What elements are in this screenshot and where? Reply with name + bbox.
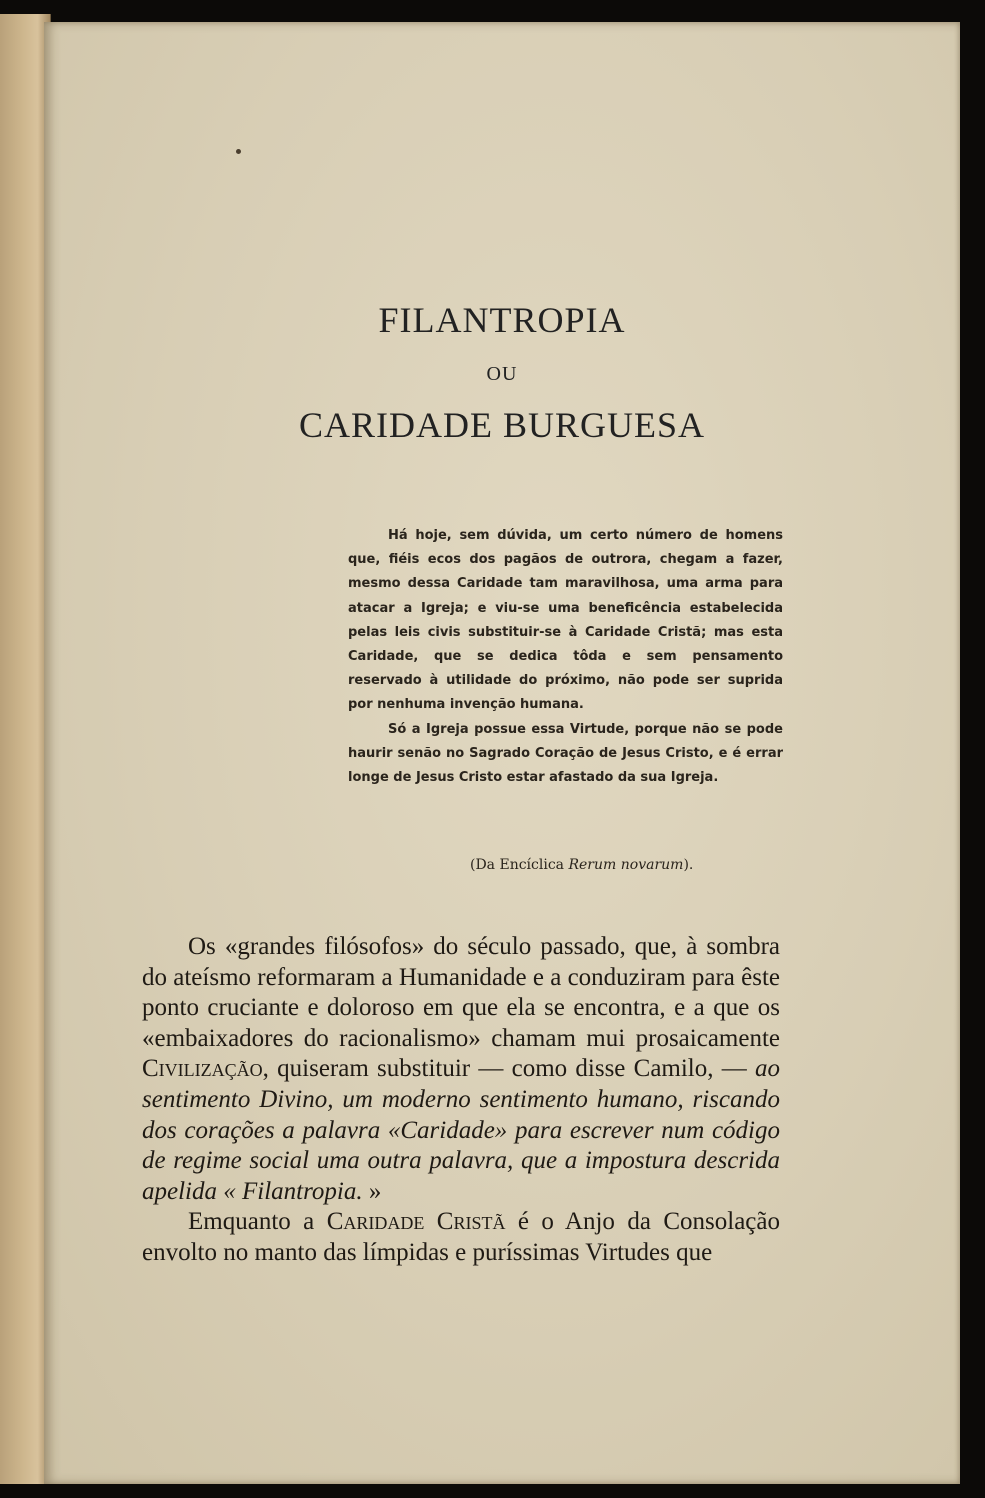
epigraph-paragraph: Só a Igreja possue essa Virtude, porque não se pode haurir senão no Sagrado Coração de Jesus Cristo, e é errar longe de Jesus Cristo estar afastado da sua Igreja. bbox=[348, 721, 783, 786]
body-text-run: » bbox=[362, 1177, 382, 1205]
source-prefix: (Da Encíclica bbox=[470, 857, 569, 873]
book-page bbox=[44, 22, 960, 1484]
epigraph bbox=[348, 524, 783, 790]
small-caps-term: Caridade Cristã bbox=[326, 1208, 506, 1236]
body-text-run: Os «grandes filósofos» do século passado, que, à sombra do ateísmo reformaram a Humanidade e a conduziram para êste ponto cruciante e doloroso em que ela se encontra, e a que os «embaixadores do racionalismo» chamam mui prosaicamente bbox=[142, 933, 780, 1052]
body-text bbox=[142, 932, 780, 1269]
body-text-run: Emquanto a bbox=[188, 1208, 327, 1236]
small-caps-term: Civilização bbox=[142, 1055, 263, 1083]
body-text-run: é o Anjo da Consolação envolto no manto das límpidas e puríssimas Virtudes que bbox=[142, 1208, 780, 1266]
italic-quote: « Filantropia. bbox=[223, 1177, 363, 1205]
source-suffix: ). bbox=[683, 857, 694, 873]
body-text-run: , quiseram substituir — como disse Camilo, — bbox=[262, 1055, 755, 1083]
source-title: Rerum novarum bbox=[568, 857, 684, 873]
italic-quote: ao sentimento Divino, um moderno sentimento humano, riscando dos corações a palavra «Caridade» para escrever num código de regime social uma outra palavra, que a impostura descrida apelida bbox=[142, 1055, 780, 1205]
title-connector: OU bbox=[486, 363, 518, 385]
epigraph-paragraph: Há hoje, sem dúvida, um certo número de homens que, fiéis ecos dos pagãos de outrora, chegam a fazer, mesmo dessa Caridade tam maravilhosa, uma arma para atacar a Igreja; e viu-se uma beneficência estabelecida pelas leis civis substituir-se à Caridade Cristã; mas esta Caridade, que se dedica tôda e sem pensamento reservado à utilidade do próximo, não pode ser suprida por nenhuma invenção humana. bbox=[348, 528, 783, 713]
body-paragraph bbox=[142, 932, 780, 1207]
chapter-subtitle: CARIDADE BURGUESA bbox=[298, 405, 706, 445]
paper-speck bbox=[236, 149, 241, 154]
chapter-title: FILANTROPIA bbox=[378, 300, 626, 340]
epigraph-source bbox=[470, 857, 770, 873]
body-paragraph bbox=[142, 1207, 780, 1268]
